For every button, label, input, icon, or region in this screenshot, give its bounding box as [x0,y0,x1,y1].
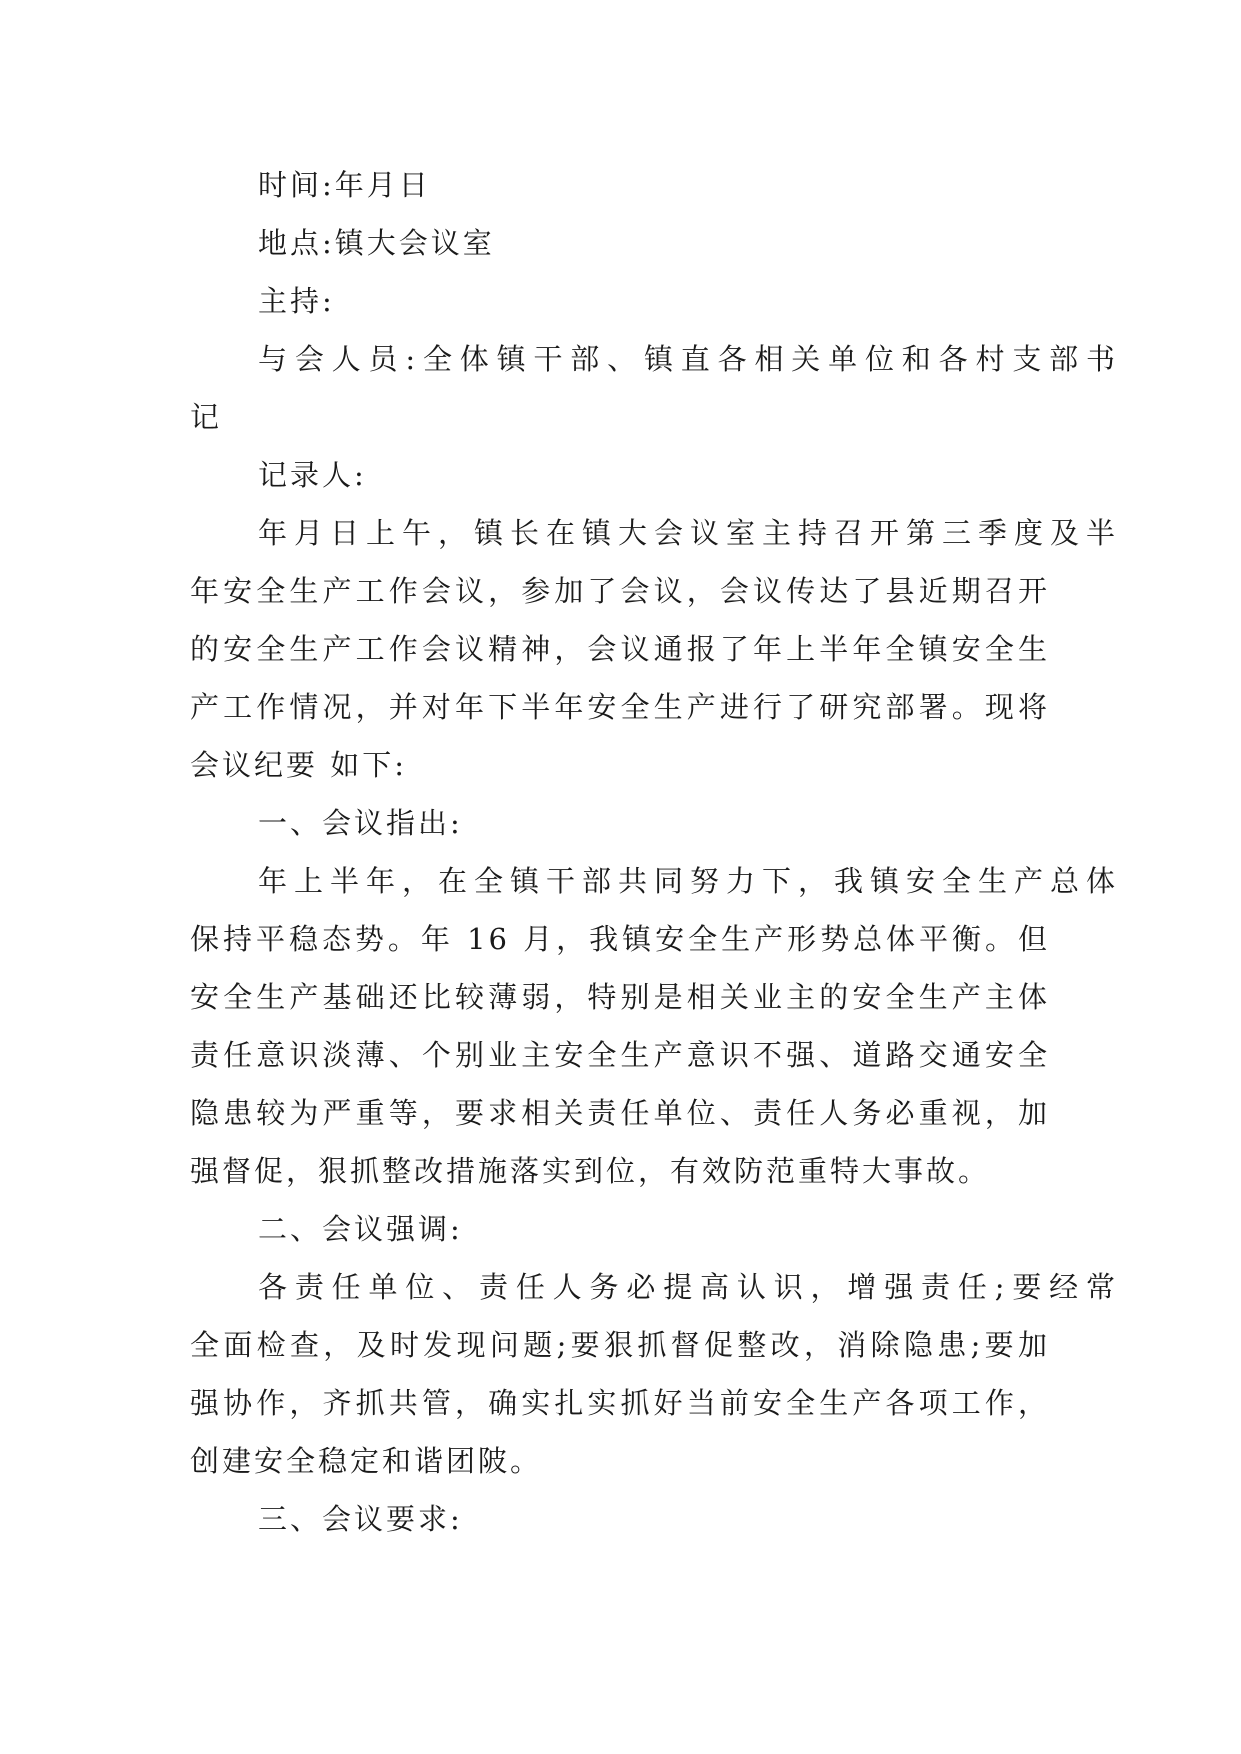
section-2-paragraph-line: 各责任单位、责任人务必提高认识，增强责任;要经常 [258,1270,1118,1304]
intro-paragraph-line: 产工作情况，并对年下半年安全生产进行了研究部署。现将 [190,690,1050,724]
intro-paragraph-line: 年月日上午，镇长在镇大会议室主持召开第三季度及半 [258,516,1118,550]
meeting-time-line: 时间:年月日 [258,168,431,202]
section-1-paragraph-line: 责任意识淡薄、个别业主安全生产意识不强、道路交通安全 [190,1038,1050,1072]
intro-paragraph-line: 年安全生产工作会议，参加了会议，会议传达了县近期召开 [190,574,1050,608]
section-1-paragraph-line: 安全生产基础还比较薄弱，特别是相关业主的安全生产主体 [190,980,1050,1014]
meeting-host-line: 主持: [258,284,335,318]
section-1-paragraph-line: 保持平稳态势。年 16 月，我镇安全生产形势总体平衡。但 [190,922,1050,956]
recorder-line: 记录人: [258,458,367,492]
section-1-paragraph-line: 年上半年，在全镇干部共同努力下，我镇安全生产总体 [258,864,1118,898]
section-2-paragraph-line: 创建安全稳定和谐团陂。 [190,1444,543,1478]
meeting-location-line: 地点:镇大会议室 [258,226,495,260]
meeting-minutes-body [190,156,1118,1548]
section-2-paragraph-line: 强协作，齐抓共管，确实扎实抓好当前安全生产各项工作， [190,1386,1050,1420]
section-2-paragraph-line: 全面检查，及时发现问题;要狠抓督促整改，消除隐患;要加 [190,1328,1050,1362]
intro-paragraph-line: 会议纪要 如下: [190,748,407,782]
section-1-paragraph-line: 隐患较为严重等，要求相关责任单位、责任人务必重视，加 [190,1096,1050,1130]
section-1-paragraph-line: 强督促，狠抓整改措施落实到位，有效防范重特大事故。 [190,1154,991,1188]
attendees-line-continued: 记 [190,400,223,434]
section-heading-2: 二、会议强调: [258,1212,463,1246]
section-heading-3: 三、会议要求: [258,1502,463,1536]
section-heading-1: 一、会议指出: [258,806,463,840]
intro-paragraph-line: 的安全生产工作会议精神，会议通报了年上半年全镇安全生 [190,632,1050,666]
attendees-line: 与会人员:全体镇干部、镇直各相关单位和各村支部书 [258,342,1118,376]
